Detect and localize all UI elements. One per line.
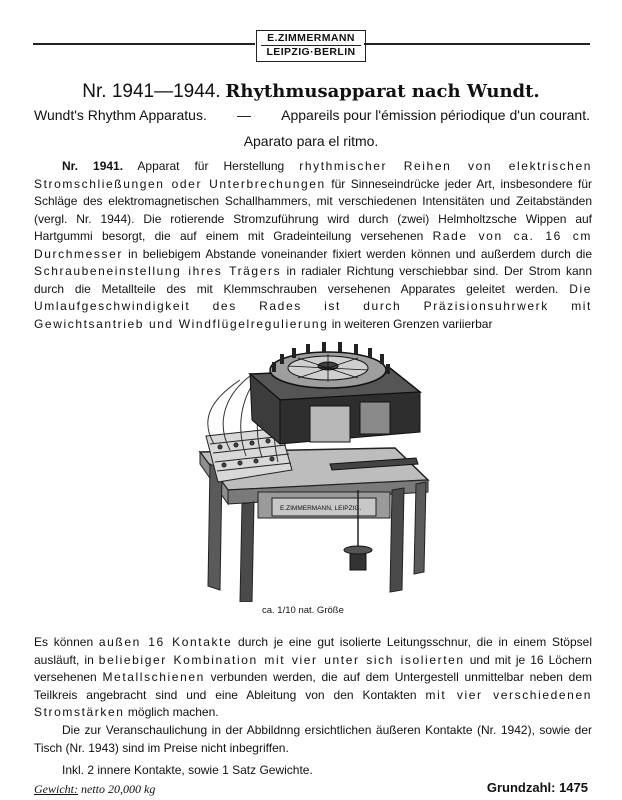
spaced-text-run: Schraubeneinstellung ihres Trägers: [34, 264, 282, 278]
header-rule-right: [364, 43, 590, 45]
figure-caption: ca. 1/10 nat. Größe: [262, 605, 344, 616]
subtitle-french: Appareils pour l'émission périodique d'un courant.: [281, 107, 590, 123]
company-logo: [256, 30, 366, 62]
grundzahl: Grundzahl: 1475: [486, 780, 588, 795]
description-paragraph-4: Inkl. 2 innere Kontakte, sowie 1 Satz Gewichte.: [62, 763, 313, 777]
description-paragraph-3: Die zur Veranschaulichung in der Abbildnng ersichtlichen äußeren Kontakte (Nr. 1942), sowie der Tisch (Nr. 1943) sind im Preise nicht inbegriffen.: [34, 723, 592, 755]
description-paragraph-2: [34, 634, 592, 722]
subtitle-spanish: Aparato para el ritmo.: [243, 133, 379, 149]
text-run: Es können: [34, 635, 99, 649]
title-main: Rhythmusapparat nach Wundt.: [225, 81, 540, 102]
spaced-text-run: außen 16 Kontakte: [98, 635, 233, 649]
text-run: und mit je 16 Löchern versehenen: [34, 652, 592, 684]
spaced-text-run: Die Umlaufgeschwindigkeit des Rades ist durch Präzisionsuhrwerk mit Gewichtsantrieb und Windflügelregulierung: [34, 281, 592, 331]
page-title: [0, 80, 622, 104]
text-run: Apparat für Herstellung: [123, 159, 300, 173]
spaced-text-run: Metallschienen: [102, 670, 205, 684]
header-rule-left: [33, 43, 255, 45]
item-number: Nr. 1941.: [62, 159, 124, 173]
subtitle-dash: —: [236, 107, 251, 123]
text-run: möglich machen.: [124, 705, 219, 719]
weight-line: [34, 782, 155, 797]
text-run: in radialer Richtung verschiebbar sind. Der Strom kann durch die Metallteile des mit Klemmschrauben versehenen Apparates geleitet werden.: [34, 264, 592, 296]
text-run: in beliebigem Abstande voneinander fixiert werden können und außerdem durch die: [122, 246, 592, 261]
text-run: durch je eine gut isolierte Leitungsschnur, die in einem Stöpsel ausläuft, in: [34, 635, 592, 667]
weight-value: netto 20,000 kg: [81, 782, 156, 796]
subtitle-english: Wundt's Rhythm Apparatus.: [34, 107, 207, 123]
subtitle-row: [34, 106, 590, 124]
weight-label: Gewicht:: [34, 782, 78, 796]
logo-line-2: LEIPZIG·BERLIN: [266, 46, 356, 58]
spaced-text-run: Rade von ca. 16 cm Durchmesser: [34, 229, 592, 261]
text-run: verbunden werden, die auf dem Untergestell unmittelbar neben dem Teilkreis angebracht sind und eine Ableitung von den Kontakten: [34, 670, 593, 702]
text-run: in weiteren Grenzen variierbar: [328, 316, 493, 331]
text-run: für Sinneseindrücke jeder Art, insbesondere für Schläge des elektromagnetischen Schallhammers, mit verschiedenen Intensitäten und Zeitabständen (vergl. Nr. 1944). Die rotierende Stromzuführung wird durch (zwei) Helmholtzsche Wippen auf Hartgummi besorgt, die auf einem mit Gradeinteilung versehenen: [34, 176, 592, 243]
description-paragraph-1: [34, 158, 592, 333]
apparatus-illustration: [180, 340, 440, 602]
spaced-text-run: mit vier verschiedenen Stromstärken: [34, 687, 592, 719]
plate-label: E.ZIMMERMANN, LEIPZIG.: [280, 505, 362, 512]
spaced-text-run: beliebiger Kombination mit vier unter sich isolierten: [98, 652, 465, 667]
logo-line-1: E.ZIMMERMANN: [261, 32, 361, 46]
spaced-text-run: rhythmischer Reihen von elektrischen Stromschließungen oder Unterbrechungen: [34, 159, 592, 191]
title-number: Nr. 1941—1944.: [82, 81, 221, 102]
